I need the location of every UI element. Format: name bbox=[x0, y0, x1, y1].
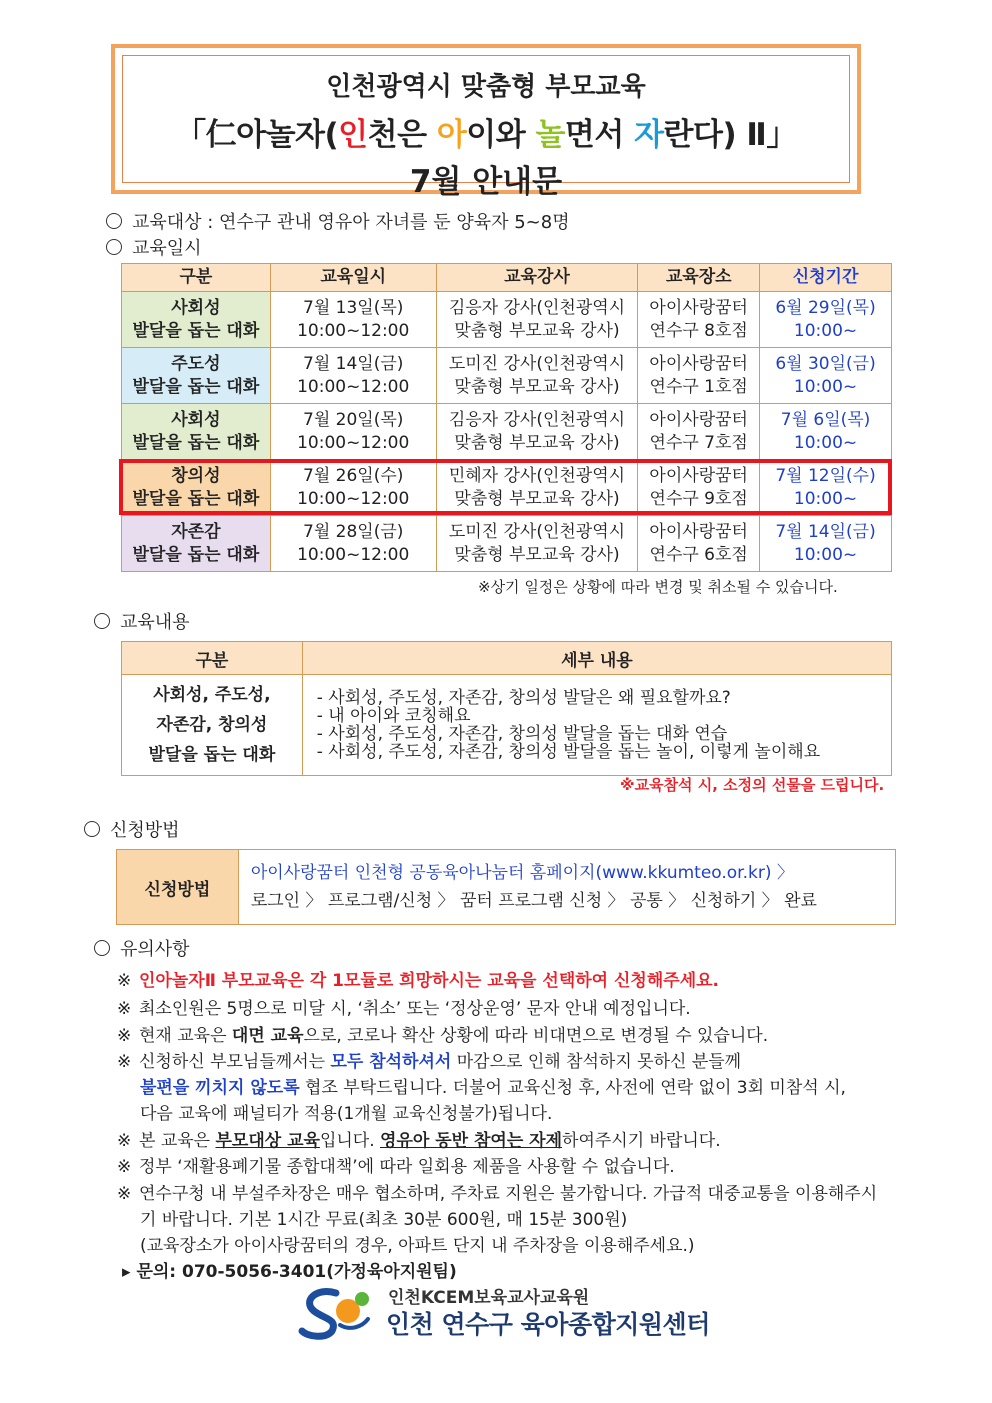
title-line3: 7월 안내문 bbox=[409, 164, 563, 200]
circle-bullet-icon bbox=[84, 821, 100, 837]
category-cell: 창의성 발달을 돕는 대화 bbox=[122, 460, 271, 516]
table-row bbox=[122, 292, 892, 348]
apply-url-line: 아이사랑꿈터 인천형 공동육아나눔터 홈페이지(www.kkumteo.or.kr) 〉 bbox=[250, 863, 794, 883]
place-cell: 아이사랑꿈터 연수구 8호점 bbox=[638, 292, 760, 348]
date-cell: 7월 20일(목) 10:00~12:00 bbox=[270, 404, 436, 460]
note-4-cont: 불편을 끼치지 않도록 협조 부탁드립니다. 더불어 교육신청 후, 사전에 연락 없이 3회 미참석 시, bbox=[140, 1078, 846, 1098]
schedule-header: 신청기간 bbox=[760, 264, 892, 292]
note-3: ※ 현재 교육은 대면 교육으로, 코로나 확산 상황에 따라 비대면으로 변경될 수 있습니다. bbox=[117, 1026, 769, 1046]
note-4: ※ 신청하신 부모님들께서는 모두 참석하셔서 마감으로 인해 참석하지 못하신 분들께 bbox=[117, 1052, 742, 1072]
place-cell: 아이사랑꿈터 연수구 1호점 bbox=[638, 348, 760, 404]
table-row bbox=[122, 404, 892, 460]
apply-period-cell: 6월 29일(목) 10:00~ bbox=[760, 292, 892, 348]
circle-bullet-icon bbox=[94, 613, 110, 629]
table-row bbox=[117, 850, 896, 925]
circle-bullet-icon bbox=[106, 213, 122, 229]
note-5: ※ 본 교육은 부모대상 교육입니다. 영유아 동반 참여는 자제하여주시기 바랍니다. bbox=[117, 1131, 721, 1151]
apply-period-cell: 7월 14일(금) 10:00~ bbox=[760, 516, 892, 572]
schedule-header-row bbox=[122, 264, 892, 292]
content-header: 구분 bbox=[122, 642, 303, 675]
table-row bbox=[122, 348, 892, 404]
teacher-cell: 도미진 강사(인천광역시 맞춤형 부모교육 강사) bbox=[436, 516, 638, 572]
apply-detail-cell bbox=[238, 850, 895, 925]
content-header-row bbox=[122, 642, 892, 675]
apply-heading: 신청방법 bbox=[84, 816, 180, 842]
apply-period-cell: 7월 6일(목) 10:00~ bbox=[760, 404, 892, 460]
place-cell: 아이사랑꿈터 연수구 7호점 bbox=[638, 404, 760, 460]
notes-heading: 유의사항 bbox=[94, 935, 190, 961]
apply-period-cell: 6월 30일(금) 10:00~ bbox=[760, 348, 892, 404]
apply-steps-line: 로그인 〉 프로그램/신청 〉 꿈터 프로그램 신청 〉 공통 〉 신청하기 〉 완료 bbox=[250, 891, 817, 911]
logo-mark-icon bbox=[296, 1285, 376, 1341]
logo-line2: 인천 연수구 육아종합지원센터 bbox=[386, 1310, 710, 1339]
gift-note: ※교육참석 시, 소정의 선물을 드립니다. bbox=[620, 776, 885, 794]
schedule-heading: 교육일시 bbox=[106, 234, 202, 260]
schedule-header: 구분 bbox=[122, 264, 271, 292]
list-item: - 사회성, 주도성, 자존감, 창의성 발달을 돕는 대화 연습 bbox=[316, 724, 728, 744]
teacher-cell: 민혜자 강사(인천광역시 맞춤형 부모교육 강사) bbox=[436, 460, 638, 516]
content-detail-cell bbox=[302, 675, 891, 776]
list-item: - 사회성, 주도성, 자존감, 창의성 발달을 돕는 놀이, 이렇게 놀이해요 bbox=[316, 742, 821, 762]
target-line: 교육대상 : 연수구 관내 영유아 자녀를 둔 양육자 5~8명 bbox=[106, 208, 570, 234]
list-item: - 내 아이와 코칭해요 bbox=[316, 706, 471, 726]
content-heading: 교육내용 bbox=[94, 608, 190, 634]
category-cell: 사회성 발달을 돕는 대화 bbox=[122, 404, 271, 460]
content-category-cell: 사회성, 주도성, 자존감, 창의성 발달을 돕는 대화 bbox=[122, 675, 303, 776]
schedule-header: 교육장소 bbox=[638, 264, 760, 292]
highlight-box bbox=[119, 459, 892, 515]
table-row bbox=[122, 516, 892, 572]
apply-label-cell: 신청방법 bbox=[117, 850, 239, 925]
schedule-footnote: ※상기 일정은 상황에 따라 변경 및 취소될 수 있습니다. bbox=[478, 578, 838, 596]
title-line1: 인천광역시 맞춤형 부모교육 bbox=[326, 72, 646, 102]
content-table bbox=[121, 641, 892, 776]
apply-table bbox=[116, 849, 896, 925]
list-item: - 사회성, 주도성, 자존감, 창의성 발달은 왜 필요할까요? bbox=[316, 688, 731, 708]
note-6: ※ 정부 ‘재활용폐기물 종합대책’에 따라 일회용 제품을 사용할 수 없습니다. bbox=[117, 1157, 675, 1177]
circle-bullet-icon bbox=[94, 940, 110, 956]
logo-line1: 인천KCEM보육교사교육원 bbox=[388, 1288, 590, 1308]
note-1: ※ 인아놀자Ⅱ 부모교육은 각 1모듈로 희망하시는 교육을 선택하여 신청해주세요. bbox=[117, 971, 719, 991]
content-header: 세부 내용 bbox=[302, 642, 891, 675]
note-7-cont: 기 바랍니다. 기본 1시간 무료(최초 30분 600원, 매 15분 300원) bbox=[140, 1210, 628, 1230]
date-cell: 7월 26일(수) 10:00~12:00 bbox=[270, 460, 436, 516]
place-cell: 아이사랑꿈터 연수구 9호점 bbox=[638, 460, 760, 516]
place-cell: 아이사랑꿈터 연수구 6호점 bbox=[638, 516, 760, 572]
teacher-cell: 김응자 강사(인천광역시 맞춤형 부모교육 강사) bbox=[436, 292, 638, 348]
date-cell: 7월 13일(목) 10:00~12:00 bbox=[270, 292, 436, 348]
category-cell: 사회성 발달을 돕는 대화 bbox=[122, 292, 271, 348]
teacher-cell: 도미진 강사(인천광역시 맞춤형 부모교육 강사) bbox=[436, 348, 638, 404]
contact-line: ▸ 문의: 070-5056-3401(가정육아지원팀) bbox=[122, 1262, 457, 1282]
category-cell: 주도성 발달을 돕는 대화 bbox=[122, 348, 271, 404]
teacher-cell: 김응자 강사(인천광역시 맞춤형 부모교육 강사) bbox=[436, 404, 638, 460]
center-logo bbox=[296, 1283, 716, 1343]
category-cell: 자존감 발달을 돕는 대화 bbox=[122, 516, 271, 572]
note-7: ※ 연수구청 내 부설주차장은 매우 협소하며, 주차료 지원은 불가합니다. 가급적 대중교통을 이용해주시 bbox=[117, 1184, 878, 1204]
title-inner-border bbox=[122, 55, 850, 200]
date-cell: 7월 14일(금) 10:00~12:00 bbox=[270, 348, 436, 404]
title-line2: 「仁아놀자(인천은 아이와 놀면서 자란다) Ⅱ」 bbox=[175, 117, 797, 153]
circle-bullet-icon bbox=[106, 239, 122, 255]
schedule-table bbox=[121, 263, 892, 572]
note-4-cont2: 다음 교육에 패널티가 적용(1개월 교육신청불가)됩니다. bbox=[140, 1104, 553, 1124]
date-cell: 7월 28일(금) 10:00~12:00 bbox=[270, 516, 436, 572]
schedule-header: 교육일시 bbox=[270, 264, 436, 292]
apply-period-cell: 7월 12일(수) 10:00~ bbox=[760, 460, 892, 516]
table-row bbox=[122, 675, 892, 776]
note-2: ※ 최소인원은 5명으로 미달 시, ‘취소’ 또는 ‘정상운영’ 문자 안내 예정입니다. bbox=[117, 999, 691, 1019]
schedule-header: 교육강사 bbox=[436, 264, 638, 292]
title-box bbox=[111, 44, 861, 200]
note-7-cont2: (교육장소가 아이사랑꿈터의 경우, 아파트 단지 내 주차장을 이용해주세요.) bbox=[140, 1236, 695, 1256]
